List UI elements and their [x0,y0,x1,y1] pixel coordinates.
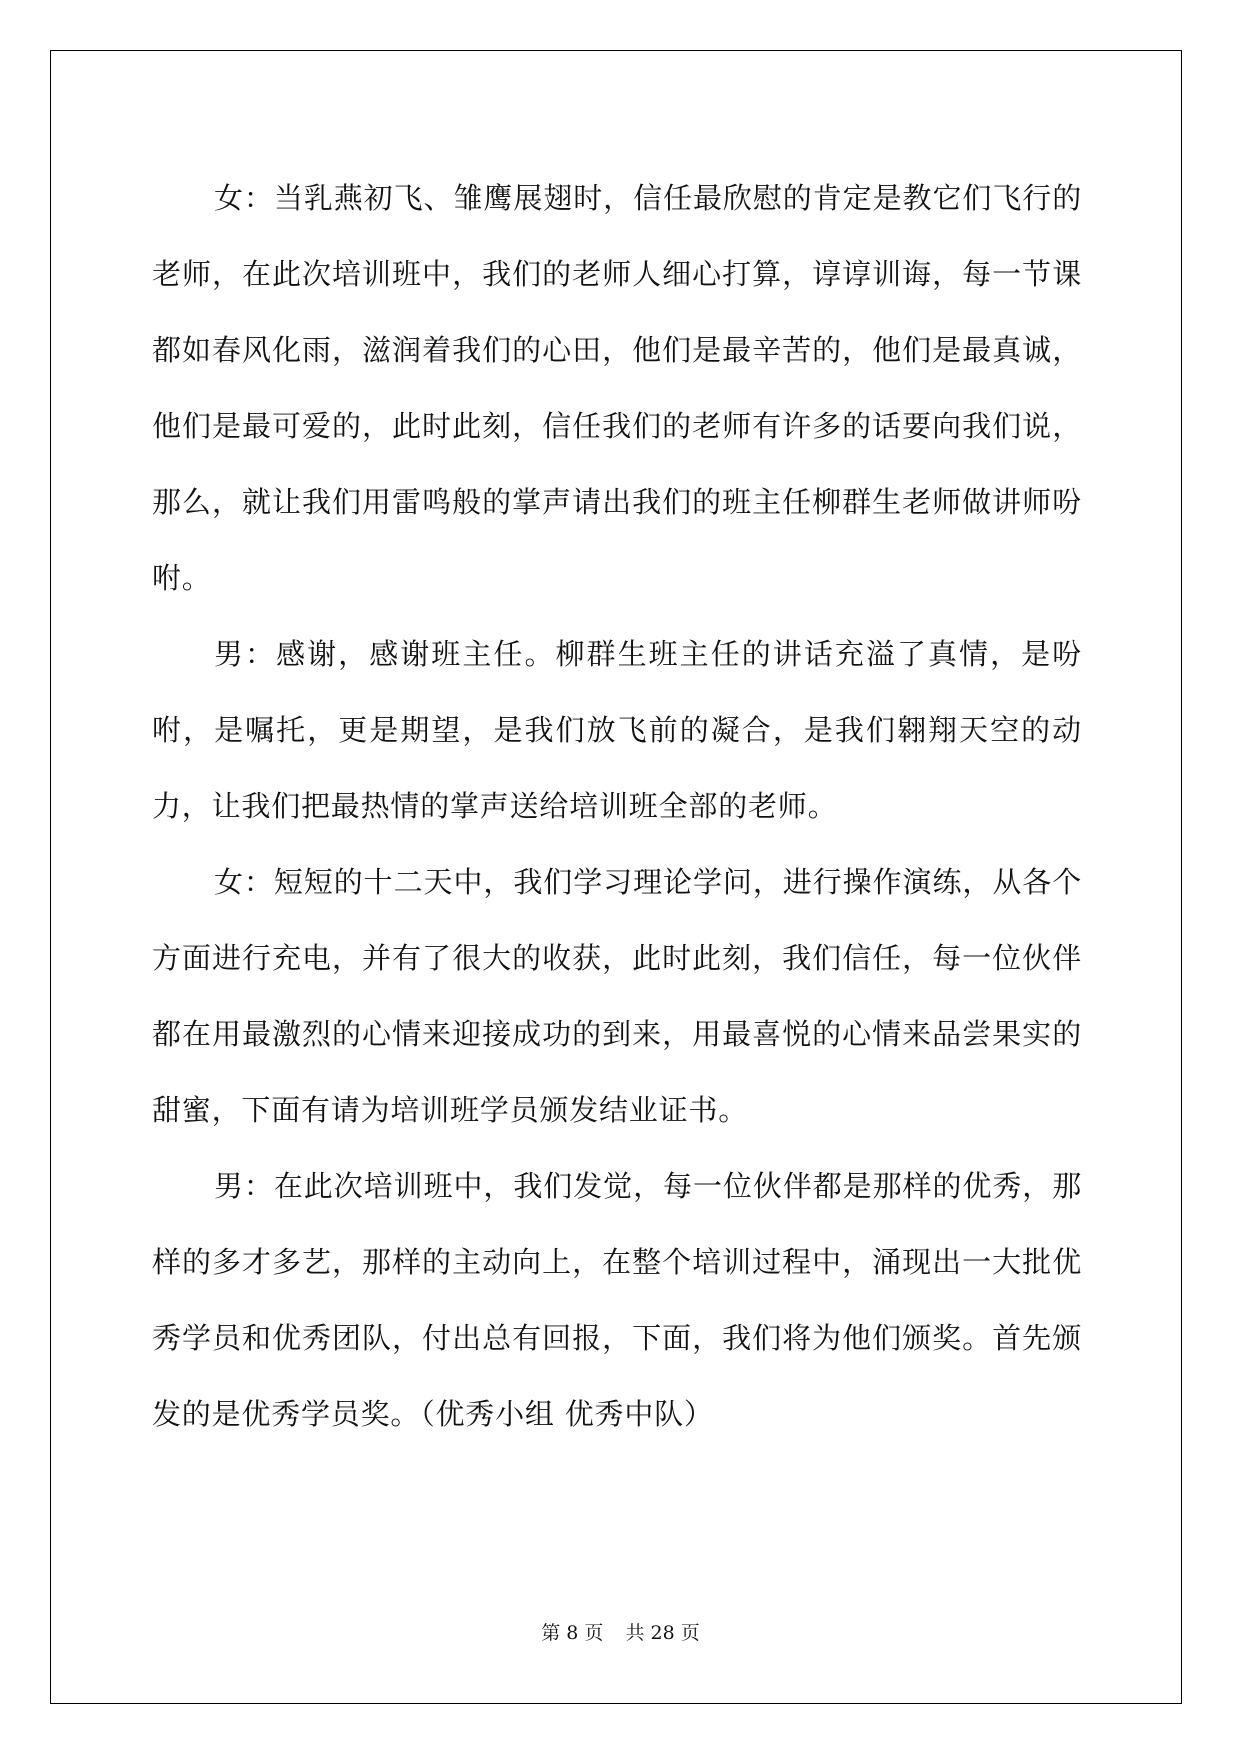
paragraph: 男：感谢，感谢班主任。柳群生班主任的讲话充溢了真情，是吩咐，是嘱托，更是期望，是我们放飞前的凝合，是我们翱翔天空的动力，让我们把最热情的掌声送给培训班全部的老师。 [152,637,1082,823]
page-footer [0,1618,1241,1645]
page-total: 共 28 页 [625,1622,700,1644]
document-body [152,160,1082,1452]
paragraph: 男：在此次培训班中，我们发觉，每一位伙伴都是那样的优秀，那样的多才多艺，那样的主动向上，在整个培训过程中，涌现出一大批优秀学员和优秀团队，付出总有回报，下面，我们将为他们颁奖。首先颁发的是优秀学员奖。（优秀小组 优秀中队） [152,1169,1082,1431]
paragraph: 女：当乳燕初飞、雏鹰展翅时，信任最欣慰的肯定是教它们飞行的老师，在此次培训班中，我们的老师人细心打算，谆谆训诲，每一节课都如春风化雨，滋润着我们的心田，他们是最辛苦的，他们是最真诚，他们是最可爱的，此时此刻，信任我们的老师有许多的话要向我们说，那么，就让我们用雷鸣般的掌声请出我们的班主任柳群生老师做讲师吩咐。 [152,181,1082,595]
paragraph: 女：短短的十二天中，我们学习理论学问，进行操作演练，从各个方面进行充电，并有了很大的收获，此时此刻，我们信任，每一位伙伴都在用最激烈的心情来迎接成功的到来，用最喜悦的心情来品尝果实的甜蜜，下面有请为培训班学员颁发结业证书。 [152,865,1082,1127]
page-number: 第 8 页 [541,1622,604,1644]
